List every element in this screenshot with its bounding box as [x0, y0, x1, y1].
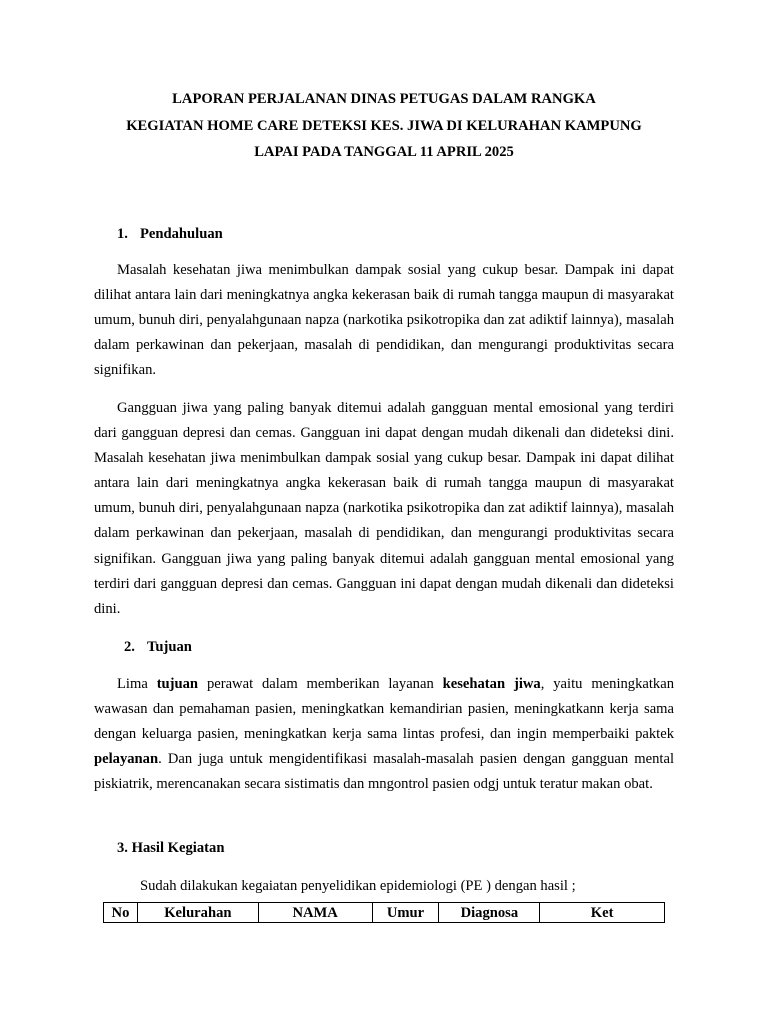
title-line-3: LAPAI PADA TANGGAL 11 APRIL 2025 [254, 144, 514, 160]
table-header-row [104, 903, 665, 923]
text-run: , yaitu meningkatkan wawasan dan pemahaman pasien, meningkatkan kemandirian pasien, meningkatkann kerja sama dengan keluarga pasien, meningkatkan kerja sama lintas profesi, dan ingin memperbaiki paktek [94, 676, 674, 743]
header-kelurahan: Kelurahan [137, 903, 258, 923]
bold-text: tujuan [156, 676, 199, 692]
header-ket: Ket [540, 903, 665, 923]
hasil-intro-text: Sudah dilakukan kegaiatan penyelidikan epidemiologi (PE ) dengan hasil ; [140, 878, 576, 894]
section-number: 1. [117, 226, 128, 242]
header-diagnosa: Diagnosa [439, 903, 540, 923]
bold-text: kesehatan jiwa [442, 676, 541, 692]
text-run: Lima [117, 676, 157, 692]
title-line-1: LAPORAN PERJALANAN DINAS PETUGAS DALAM RANGKA [172, 91, 596, 107]
section-title: Pendahuluan [140, 226, 223, 242]
bold-text: pelayanan [94, 751, 159, 768]
text-run: perawat dalam memberikan layanan [198, 676, 443, 692]
section-heading-tujuan [124, 637, 192, 657]
header-no: No [104, 903, 138, 923]
text-run: . Dan juga untuk mengidentifikasi masalah-masalah pasien dengan gangguan mental piskiatrik, merencanakan secara sistimatis dan mngontrol pasien odgj untuk teratur makan obat. [94, 751, 674, 793]
section-heading-pendahuluan [117, 224, 223, 244]
result-table [103, 902, 665, 923]
section-number: 2. [124, 639, 135, 655]
header-nama: NAMA [258, 903, 372, 923]
pendahuluan-paragraph-1: Masalah kesehatan jiwa menimbulkan dampak sosial yang cukup besar. Dampak ini dapat dilihat antara lain dari meningkatnya angka kekerasan baik di rumah tangga maupun di masyarakat umum, bunuh diri, penyalahgunaan napza (narkotika psikotropika dan zat adiktif lainnya), masalah dalam perkawinan dan pekerjaan, masalah di pendidikan, dan mengurangi produktivitas secara signifikan. [94, 262, 674, 379]
title-line-2: KEGIATAN HOME CARE DETEKSI KES. JIWA DI KELURAHAN KAMPUNG [126, 117, 642, 134]
header-umur: Umur [372, 903, 439, 923]
report-title [94, 86, 674, 166]
pendahuluan-paragraph-2: Gangguan jiwa yang paling banyak ditemui adalah gangguan mental emosional yang terdiri dari gangguan depresi dan cemas. Gangguan ini dapat dengan mudah dikenali dan dideteksi dini. Masalah kesehatan jiwa menimbulkan dampak sosial yang cukup besar. Dampak ini dapat dilihat antara lain dari meningkatnya angka kekerasan baik di rumah tangga maupun di masyarakat umum, bunuh diri, penyalahgunaan napza (narkotika psikotropika dan zat adiktif lainnya), masalah dalam perkawinan dan pekerjaan, masalah di pendidikan, dan mengurangi produktivitas secara signifikan. Gangguan jiwa yang paling banyak ditemui adalah gangguan mental emosional yang terdiri dari gangguan depresi dan cemas. Gangguan ini dapat dengan mudah dikenali dan dideteksi dini. [94, 400, 674, 617]
tujuan-paragraph [94, 672, 674, 797]
section-title: Tujuan [147, 639, 192, 655]
section-heading-hasil-kegiatan: 3. Hasil Kegiatan [117, 840, 225, 856]
